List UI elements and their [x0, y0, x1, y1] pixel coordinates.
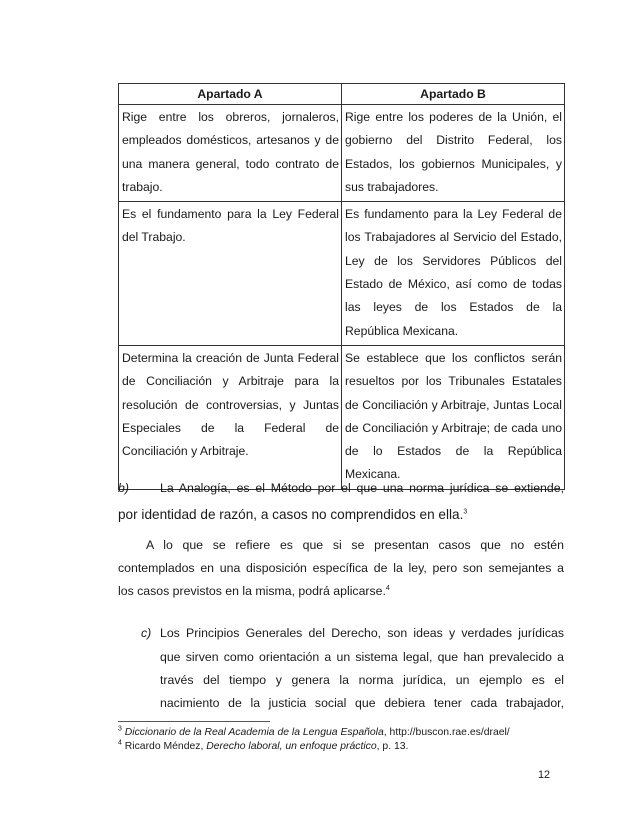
footnote-rest: , http://buscon.rae.es/drael/ [383, 727, 510, 738]
table-cell: Determina la creación de Junta Federal de Conciliación y Arbitraje para la resolución de controversias, y Juntas Especiales de la Federal de Conciliación y Arbitraje. [119, 345, 342, 489]
footnote-ref: 4 [385, 584, 390, 592]
table-cell: Rige entre los obreros, jornaleros, empleados domésticos, artesanos y de una manera general, todo contrato de trabajo. [119, 105, 342, 202]
paragraph-text: los casos previstos en la misma, podrá aplicarse. [118, 584, 386, 598]
footnote-separator [118, 721, 270, 722]
list-marker-b: b) [118, 481, 129, 495]
table-cell: Es fundamento para la Ley Federal de los Trabajadores al Servicio del Estado, Ley de los Servidores Públicos del Estado de México, así como de todas las leyes de los Estados de la República Mexicana. [342, 202, 565, 346]
paragraph-text: por identidad de razón, a casos no comprendidos en ella. [118, 507, 464, 522]
header-apartado-a: Apartado A [119, 84, 342, 105]
paragraph-text: través del tiempo y genera la norma jurídica, un ejemplo es el [160, 673, 564, 687]
paragraph-text: La Analogía, es el Método por el que una norma jurídica se extiende, [160, 481, 564, 495]
footnote-title: Diccionario de la Real Academia de la Lengua Española [124, 727, 384, 738]
table-cell: Es el fundamento para la Ley Federal del Trabajo. [119, 202, 342, 346]
paragraph-text-line [118, 507, 467, 522]
footnote-ref: 3 [463, 508, 468, 516]
paragraph-text: A lo que se refiere es que si se presentan casos que no estén [146, 538, 564, 552]
table-row [119, 105, 565, 202]
table-row [119, 345, 565, 489]
paragraph-text: contemplados en una disposición específica de la ley, pero son semejantes a [118, 561, 564, 575]
footnote-number: 4 [118, 739, 122, 747]
footnote-4 [118, 741, 408, 752]
footnote-title: Derecho laboral, un enfoque práctico [206, 741, 377, 752]
list-marker-c: c) [141, 626, 152, 640]
paragraph-text-line [118, 584, 390, 598]
table-cell: Rige entre los poderes de la Unión, el gobierno del Distrito Federal, los Estados, los gobiernos Municipales, y sus trabajadores. [342, 105, 565, 202]
table-header-row [119, 84, 565, 105]
footnote-author: Ricardo Méndez, [124, 741, 207, 752]
comparison-table [118, 83, 565, 490]
paragraph-text: Los Principios Generales del Derecho, son ideas y verdades jurídicas [160, 626, 564, 640]
table-cell: Se establece que los conflictos serán resueltos por los Tribunales Estatales de Conciliación y Arbitraje, Juntas Local de Conciliación y Arbitraje; de cada uno de lo Estados de la República Mexicana. [342, 345, 565, 489]
paragraph-text: nacimiento de la justicia social que debiera tener cada trabajador, [160, 696, 564, 710]
footnote-number: 3 [118, 725, 122, 733]
footnote-rest: , p. 13. [376, 741, 409, 752]
page-number: 12 [538, 769, 551, 781]
paragraph-text: que sirven como orientación a un sistema legal, que han prevalecido a [160, 650, 564, 664]
header-apartado-b: Apartado B [342, 84, 565, 105]
table-row [119, 202, 565, 346]
footnote-3 [118, 727, 510, 738]
